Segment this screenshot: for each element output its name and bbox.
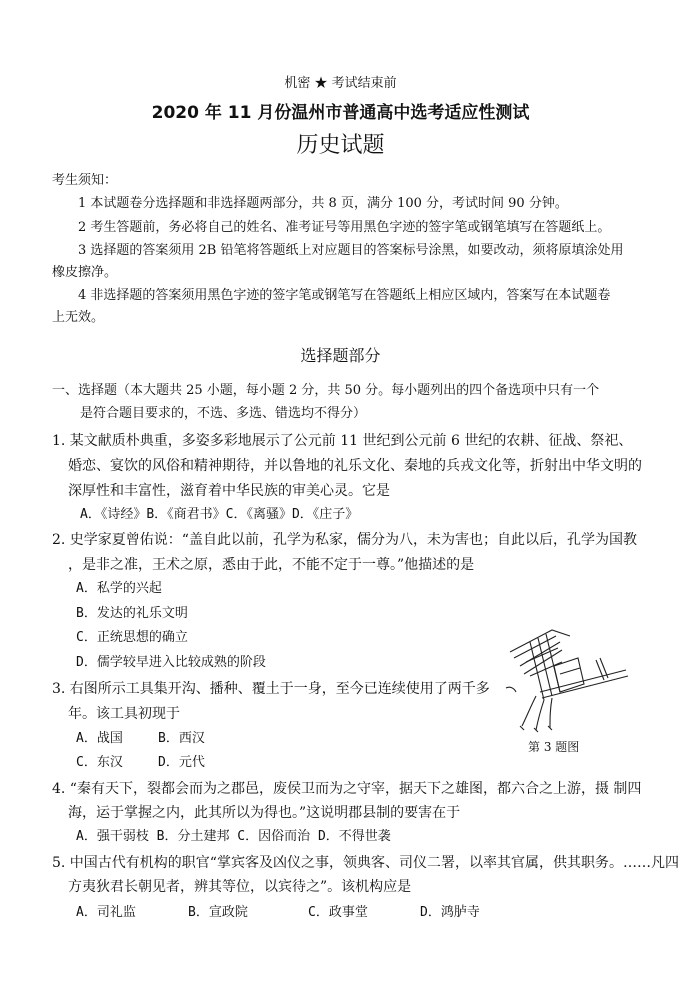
question-2-option-a: A．私学的兴起 <box>76 581 162 596</box>
section-instruction: 是符合题目要求的，不选、多选、错选均不得分） <box>80 406 367 421</box>
question-1-text: 婚恋、宴饮的风俗和精神期待，并以鲁地的礼乐文化、秦地的兵戎文化等，折射出中华文明的 <box>68 458 642 474</box>
question-2-option-b: B．发达的礼乐文明 <box>76 606 188 621</box>
question-3-option-d: D．元代 <box>158 755 205 770</box>
notice-item: 3 选择题的答案须用 2B 铅笔将答题纸上对应题目的答案标号涂黑，如要改动，须将原填涂处用 <box>78 243 624 258</box>
notice-item: 2 考生答题前，务必将自己的姓名、准考证号等用黑色字迹的签字笔或钢笔填写在答题纸上。 <box>78 220 611 235</box>
question-2-text: 2. 史学家夏曾佑说：“盖自此以前，孔学为私家，儒分为八，未为害也；自此以后，孔学为国教 <box>52 532 637 548</box>
question-2-text: ，是非之准，王术之原，悉由于此，不能不定于一尊。”他描述的是 <box>68 557 475 573</box>
question-5-option-c: C．政事堂 <box>308 905 368 920</box>
question-1-text: 1. 某文献质朴典重，多姿多彩地展示了公元前 11 世纪到公元前 6 世纪的农耕、征战、祭祀、 <box>52 433 633 449</box>
question-3-option-a: A．战国 <box>76 731 123 746</box>
question-5-option-b: B．宣政院 <box>188 905 248 920</box>
question-5-text: 5. 中国古代有机构的职官“掌宾客及凶仪之事，领典客、司仪二署，以率其官属，供其职务。……凡四 <box>52 855 679 871</box>
question-3-option-c: C．东汉 <box>76 755 123 770</box>
question-5-text: 方夷狄君长朝见者，辨其等位，以宾待之”。该机构应是 <box>68 879 412 895</box>
notice-heading: 考生须知： <box>52 173 118 188</box>
figure-3-caption: 第 3 题图 <box>528 740 580 754</box>
question-5-option-a: A．司礼监 <box>76 905 136 920</box>
exam-title: 2020 年 11 月份温州市普通高中选考适应性测试 <box>151 103 530 123</box>
question-3-option-b: B．西汉 <box>158 731 205 746</box>
section-title: 选择题部分 <box>300 346 381 365</box>
question-2-option-c: C．正统思想的确立 <box>76 630 188 645</box>
question-4-text: 海，运于掌握之内，此其所以为得也。”这说明郡县制的要害在于 <box>68 805 461 821</box>
question-1-text: 深厚性和丰富性，滋育着中华民族的审美心灵。它是 <box>68 483 390 499</box>
confidential-label: 机密 ★ 考试结束前 <box>284 76 397 91</box>
question-3-text: 年。该工具初现于 <box>68 706 180 722</box>
subject-title: 历史试题 <box>296 133 385 158</box>
section-instruction: 一、选择题（本大题共 25 小题，每小题 2 分，共 50 分。每小题列出的四个备选项中只有一个 <box>52 383 600 398</box>
seed-drill-illustration <box>500 622 630 734</box>
question-4-options: A．强干弱枝 B．分土建邦 C．因俗而治 D．不得世袭 <box>76 829 391 844</box>
notice-item: 4 非选择题的答案须用黑色字迹的签字笔或钢笔写在答题纸上相应区域内，答案写在本试题卷 <box>78 288 611 303</box>
notice-item: 1 本试题卷分选择题和非选择题两部分，共 8 页，满分 100 分，考试时间 90 分钟。 <box>78 196 568 211</box>
question-3-text: 3. 右图所示工具集开沟、播种、覆土于一身，至今已连续使用了两千多 <box>52 681 490 697</box>
question-2-option-d: D．儒学较早进入比较成熟的阶段 <box>76 655 266 670</box>
question-1-options: A．《诗经》B．《商君书》C．《离骚》D．《庄子》 <box>80 507 359 522</box>
notice-item-cont: 橡皮擦净。 <box>52 265 118 280</box>
question-5-option-d: D．鸿胪寺 <box>420 905 480 920</box>
question-4-text: 4. “秦有天下，裂都会而为之郡邑，废侯卫而为之守宰，据天下之雄图，都六合之上游，摄 制四 <box>52 781 642 797</box>
notice-item-cont: 上无效。 <box>52 310 105 325</box>
